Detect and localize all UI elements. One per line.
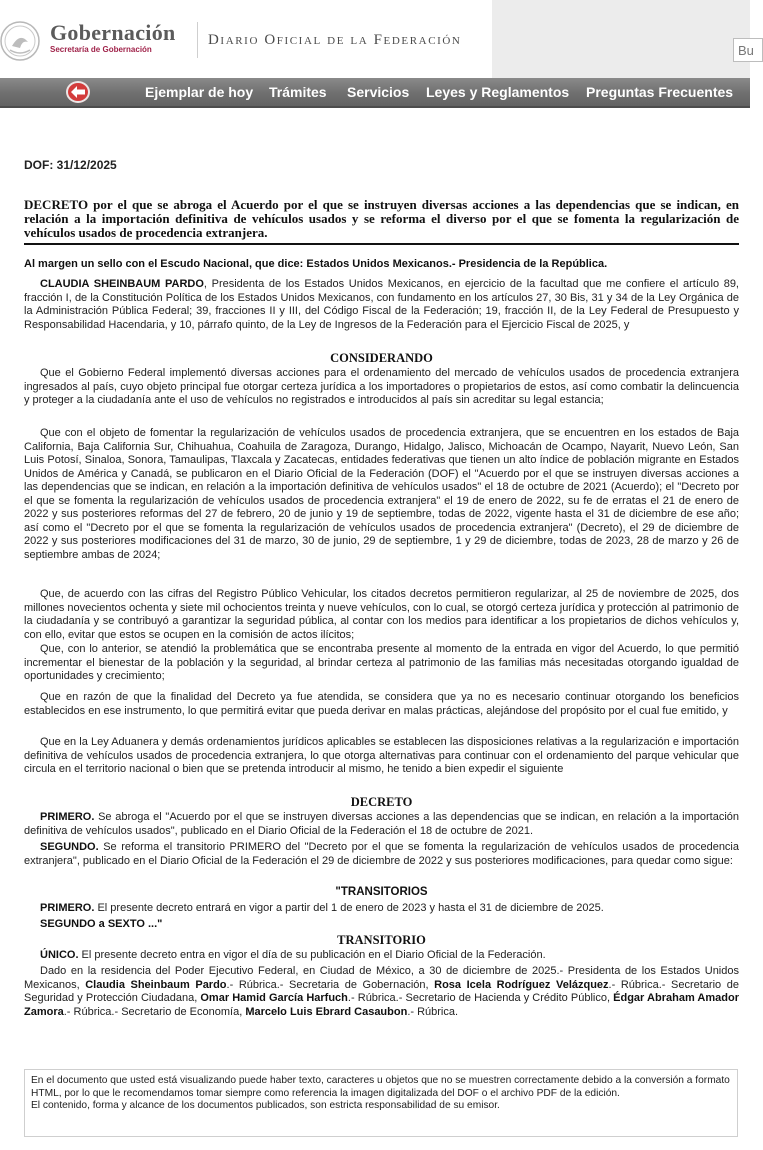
disclaimer-box <box>24 1069 738 1137</box>
signatory-name: Édgar Abraham Amador Zamora <box>24 992 739 1018</box>
brand-logo[interactable] <box>50 22 176 54</box>
search-input[interactable]: Bu <box>733 38 763 62</box>
back-button[interactable] <box>66 81 90 103</box>
considerando-4: Que, con lo anterior, se atendió la problemática que se encontraba presente al momento de la entrada en vigor del Acuerdo, lo que permitió incrementar el bienestar de la población y la seguridad, al brindar certeza al patrimonio de las familias más necesitadas otorgando igualdad de oportunidades y crecimiento; <box>24 643 739 682</box>
national-seal-icon <box>0 12 46 70</box>
transitorio-unico <box>24 949 739 963</box>
back-arrow-icon <box>70 85 86 99</box>
disclaimer-line-1: En el documento que usted está visualizando puede haber texto, caracteres u objetos que no se muestren correctamente debido a la conversión a formato HTML, por lo que le recomendamos tomar siempre como referencia la imagen digitalizada del DOF o el archivo PDF de la edición. <box>31 1075 730 1099</box>
article-text: Se reforma el transitorio PRIMERO del "Decreto por el que se fomenta la regularización de vehículos usados de procedencia extranjera", publicado en el Diario Oficial de la Federación el 29 de diciembre de 2022 y sus posteriores modificaciones, para quedar como sigue: <box>24 841 739 867</box>
nav-tramites[interactable]: Trámites <box>269 84 327 100</box>
considerando-2: Que con el objeto de fomentar la regularización de vehículos usados de procedencia extranjera, que se encuentren en los estados de Baja California, Baja California Sur, Chihuahua, Coahuila de Zaragoza, Durango, Hidalgo, Jalisco, Michoacán de Ocampo, Nayarit, Nuevo León, San Luis Potosí, Sinaloa, Sonora, Tamaulipas, Tlaxcala y Zacatecas, entidades federativas que tienen un alto índice de población migrante en Estados Unidos de América y Canadá, se publicaron en el Diario Oficial de la Federación (DOF) el "Acuerdo por el que se instruyen diversas acciones a las dependencias que se indican, en relación a la importación definitiva de vehículos usados" el 18 de octubre de 2021 (Acuerdo); el "Decreto por el que se fomenta la regularización de vehículos usados de procedencia extranjera" el 19 de enero de 2022, su fe de erratas el 21 de enero de 2022 y sus posteriores reformas del 27 de febrero, 20 de junio y 19 de septiembre, todas de 2022, vigente hasta el 31 de diciembre de ese año; así como el "Decreto por el que se fomenta la regularización de vehículos usados de procedencia extranjera" (Decreto), el 29 de diciembre de 2022 y sus posteriores modificaciones del 31 de marzo, 30 de junio, 29 de septiembre, 1 y 29 de diciembre, todas de 2023, 28 de marzo y 26 de septiembre ambas de 2024; <box>24 427 739 561</box>
nav-ejemplar-de-hoy[interactable]: Ejemplar de hoy <box>145 84 254 100</box>
segundo-a-sexto: SEGUNDO a SEXTO ..." <box>40 918 163 930</box>
main-nav <box>0 78 750 108</box>
article-label: SEGUNDO. <box>40 841 99 853</box>
considerando-6: Que en la Ley Aduanera y demás ordenamientos jurídicos aplicables se establecen las disposiciones relativas a la regularización e importación definitiva de vehículos usados de procedencia extranjera, lo que otorga alternativas para continuar con el ordenamiento del parque vehicular que circula en el territorio nacional o bien que se pretenda introducir al mismo, he tenido a bien expedir el siguiente <box>24 736 739 775</box>
signature-text: .- Rúbrica.- Secretario de Hacienda y Crédito Público, <box>347 992 614 1004</box>
nav-leyes-y-reglamentos[interactable]: Leyes y Reglamentos <box>426 84 570 100</box>
signature-text: .- Rúbrica.- Secretaria de Gobernación, <box>226 978 435 991</box>
article-text: El presente decreto entra en vigor el día de su publicación en el Diario Oficial de la Federación. <box>78 949 546 961</box>
signature-text: .- Rúbrica.- Secretario de Seguridad y Protección Ciudadana, <box>24 978 739 1004</box>
transitorio-primero <box>24 902 739 916</box>
article-label: PRIMERO. <box>40 811 95 823</box>
considerando-5: Que en razón de que la finalidad del Decreto ya fue atendida, se considera que ya no es necesario continuar otorgando los beneficios establecidos en ese instrumento, lo que permitirá evitar que pueda derivar en malas prácticas, alejándose del propósito por el cual fue emitido, y <box>24 691 739 717</box>
signature-text: .- Rúbrica. <box>407 1005 459 1018</box>
heading-transitorio: TRANSITORIO <box>337 933 426 947</box>
decree-title: DECRETO por el que se abroga el Acuerdo por el que se instruyen diversas acciones a las dependencias que se indican, en relación a la importación definitiva de vehículos usados y se reforma el diverso por el que se fomenta la regularización de vehículos usados de procedencia extranjera. <box>24 197 739 241</box>
brand-name: Gobernación <box>50 20 176 45</box>
preamble-paragraph <box>24 278 739 332</box>
signatory-name: Marcelo Luis Ebrard Casaubon <box>245 1005 408 1018</box>
margin-note: Al margen un sello con el Escudo Nacional, que dice: Estados Unidos Mexicanos.- Presidencia de la República. <box>24 258 608 270</box>
nav-preguntas-frecuentes[interactable]: Preguntas Frecuentes <box>586 84 734 100</box>
signatures-paragraph <box>24 965 739 1019</box>
signature-text: .- Rúbrica.- Secretario de Economía, <box>63 1005 246 1018</box>
article-label: PRIMERO. <box>40 902 95 914</box>
article-segundo <box>24 841 739 868</box>
article-text: El presente decreto entrará en vigor a partir del 1 de enero de 2023 y hasta el 31 de diciembre de 2025. <box>94 902 604 914</box>
signatory-name: Rosa Icela Rodríguez Velázquez <box>434 978 609 991</box>
heading-decreto: DECRETO <box>350 795 413 809</box>
considerando-1: Que el Gobierno Federal implementó diversas acciones para el ordenamiento del mercado de vehículos usados de procedencia extranjera ingresados al país, cuyo objeto principal fue otorgar certeza jurídica a los importadores o propietarios de estos, así como combatir la delincuencia y proteger a la ciudadanía ante el uso de vehículos no registrados e introducidos al país sin acreditar su legal estancia; <box>24 367 739 406</box>
disclaimer-line-2: El contenido, forma y alcance de los documentos publicados, son estricta responsabilidad de su emisor. <box>31 1100 500 1112</box>
article-text: Se abroga el "Acuerdo por el que se instruyen diversas acciones a las dependencias que se indican, en relación a la importación definitiva de vehículos usados", publicado en el Diario Oficial de la Federación el 18 de octubre de 2021. <box>24 811 739 837</box>
site-title[interactable]: Diario Oficial de la Federación <box>208 32 462 48</box>
header-divider <box>197 22 198 58</box>
heading-considerando: CONSIDERANDO <box>330 351 433 365</box>
president-name: CLAUDIA SHEINBAUM PARDO <box>40 278 204 290</box>
signature-text: Dado en la residencia del Poder Ejecutivo Federal, en Ciudad de México, a 30 de diciembre de 2025.- Presidenta de los Estados Unidos Mexicanos, <box>24 965 739 991</box>
title-rule <box>24 243 739 245</box>
considerando-3: Que, de acuerdo con las cifras del Registro Público Vehicular, los citados decretos permitieron regularizar, al 25 de noviembre de 2025, dos millones novecientos ochenta y siete mil ochocientos treinta y nueve vehículos, con lo cual, se otorgó certeza jurídica y protección al patrimonio de la ciudadanía y se contribuyó a garantizar la seguridad pública, al contar con los medios para identificar a los propietarios de dichos vehículos y, con ello, evitar que estos se ocupen en la comisión de actos ilícitos; <box>24 588 739 641</box>
heading-transitorios-quoted: "TRANSITORIOS <box>335 886 428 898</box>
signatory-name: Claudia Sheinbaum Pardo <box>85 978 227 991</box>
signatory-name: Omar Hamid García Harfuch <box>200 992 348 1004</box>
article-primero <box>24 811 739 838</box>
preamble-text: , Presidenta de los Estados Unidos Mexicanos, en ejercicio de la facultad que me confiere el artículo 89, fracción I, de la Constitución Política de los Estados Unidos Mexicanos, con fundamento en los artículos 27, 30 Bis, 31 y 34 de la Ley Orgánica de la Administración Pública Federal; 39, fracciones II y III, del Código Fiscal de la Federación; 19, fracción II, de la Ley Federal de Presupuesto y Responsabilidad Hacendaria, y 10, párrafo quinto, de la Ley de Ingresos de la Federación para el Ejercicio Fiscal de 2025, y <box>24 278 739 331</box>
brand-subtitle: Secretaría de Gobernación <box>50 45 152 54</box>
article-label: ÚNICO. <box>40 949 79 961</box>
header-search-area <box>492 0 750 78</box>
publication-date: DOF: 31/12/2025 <box>24 158 117 172</box>
nav-servicios[interactable]: Servicios <box>347 84 410 100</box>
